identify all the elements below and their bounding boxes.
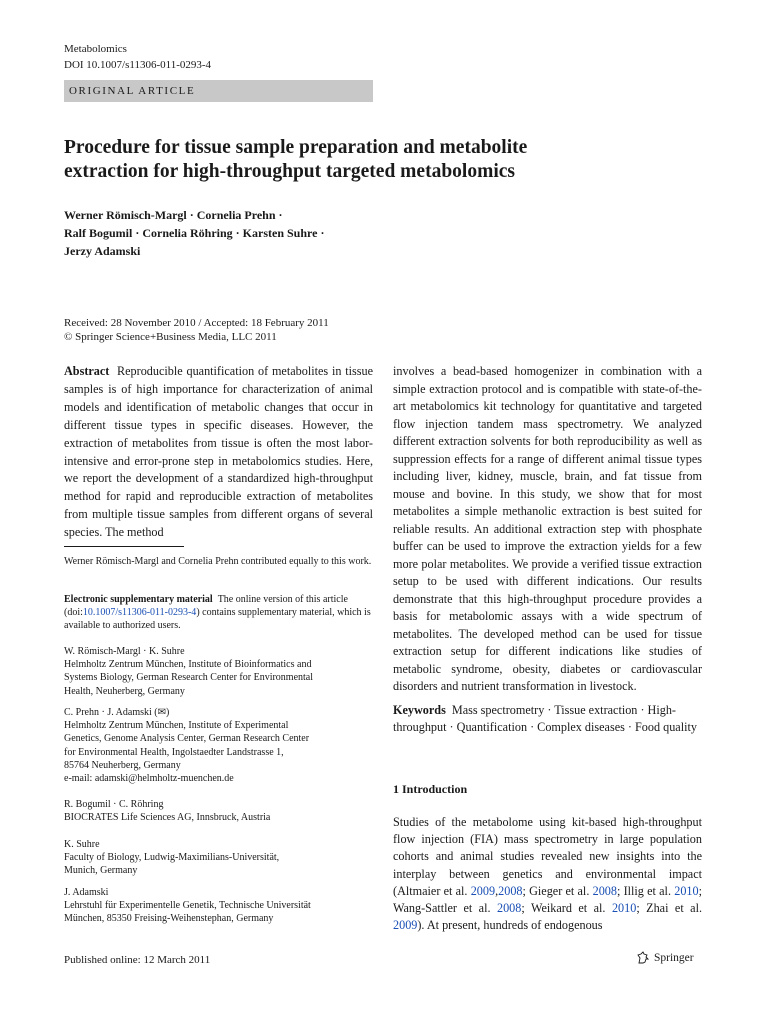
abstract-heading: Abstract: [64, 364, 110, 378]
affiliation-names: R. Bogumil · C. Röhring: [64, 799, 164, 810]
article-title: [64, 136, 624, 184]
footnote-divider: [64, 546, 184, 547]
abstract-right-column: involves a bead-based homogenizer in combination with a simple extraction protocol and is compatible with state-of-the-art metabolomics kit technology for quantitative and targeted flow injection tandem mass spectrometry. We analyzed different extraction solvents for both reproducibility as well as suppression effects for a range of different animal tissue types including liver, kidney, muscle, brain, and fat tissue from mouse and bovine. In this study, we show that for most metabolites a simple methanolic extraction is best suited for reliable results. An additional extraction step with phosphate buffer can be used to improve the extraction yields for a few more polar metabolites. We provide a verified tissue extraction setup to be used with different indications. Our results demonstrate that this high-throughput procedure provides a basis for metabolomic assays with a wide spectrum of metabolites. The developed method can be used for tissue extraction setup for different indications like studies of metabolic syndrome, obesity, diabetes or cardiovascular disorders and nutrient transformation in livestock.: [393, 364, 702, 693]
ref-text: Altmaier et al.: [397, 883, 471, 898]
affiliation-line: for Environmental Health, Ingolstaedter Landstrasse 1,: [64, 746, 284, 758]
citation-link[interactable]: 2009: [470, 883, 496, 898]
affiliation-line: 85764 Neuherberg, Germany: [64, 759, 181, 771]
ref-text: ; Zhai et al.: [636, 901, 703, 916]
citation-link[interactable]: 2009: [393, 918, 418, 933]
affiliation-block: [64, 798, 373, 824]
keywords: [393, 702, 702, 736]
keywords-heading: Keywords: [393, 703, 446, 717]
affiliation-names: K. Suhre: [64, 839, 100, 850]
journal-name: Metabolomics: [64, 43, 127, 55]
citation-link[interactable]: 2010: [674, 883, 699, 898]
esm-heading: Electronic supplementary material: [64, 594, 213, 605]
title-line: extraction for high-throughput targeted metabolomics: [64, 161, 515, 182]
copyright: © Springer Science+Business Media, LLC 2011: [64, 331, 277, 343]
affiliation-line: Lehrstuhl für Experimentelle Genetik, Technische Universität: [64, 900, 311, 912]
publisher-logo: [636, 951, 694, 965]
author-line: Ralf Bogumil · Cornelia Röhring · Karsten Suhre ·: [64, 226, 325, 240]
author-line: Werner Römisch-Margl · Cornelia Prehn ·: [64, 208, 283, 222]
affiliation-line: Helmholtz Zentrum München, Institute of Experimental: [64, 720, 289, 732]
ref-text: ; Wang-Sattler et al.: [393, 883, 702, 916]
ref-text: ; Weikard et al.: [521, 901, 612, 916]
title-line: Procedure for tissue sample preparation and metabolite: [64, 137, 528, 158]
section-heading-introduction: 1 Introduction: [393, 782, 468, 796]
affiliation-line: Munich, Germany: [64, 865, 138, 877]
intro-text: ). At present, hundreds of endogenous: [417, 918, 603, 933]
received-accepted: Received: 28 November 2010 / Accepted: 18 February 2011: [64, 317, 329, 329]
affiliation-names: C. Prehn · J. Adamski (✉): [64, 707, 170, 718]
article-dates: [64, 316, 394, 344]
author-line: Jerzy Adamski: [64, 244, 141, 258]
abstract-left-column: [64, 363, 373, 542]
affiliation-names: W. Römisch-Margl · K. Suhre: [64, 646, 185, 657]
springer-wordmark: Springer: [654, 952, 694, 964]
citation-link[interactable]: 2008: [496, 901, 522, 916]
ref-text: ; Illig et al.: [616, 883, 675, 898]
footnote-supplementary: [64, 593, 373, 633]
journal-header: [64, 41, 211, 73]
affiliation-line: Systems Biology, German Research Center for Environmental: [64, 672, 314, 684]
affiliation-line: Faculty of Biology, Ludwig-Maximilians-Universität,: [64, 852, 280, 864]
ref-text: ; Gieger et al.: [522, 883, 593, 898]
esm-post: ) contains supplementary material, which is available to authorized users.: [64, 607, 371, 632]
affiliation-block: [64, 706, 373, 785]
citation-link[interactable]: 2010: [611, 901, 637, 916]
esm-doi-link[interactable]: 10.1007/s11306-011-0293-4: [82, 607, 197, 619]
citation-link[interactable]: 2008: [592, 883, 617, 898]
affiliation-line: München, 85350 Freising-Weihenstephan, Germany: [64, 913, 274, 925]
affiliation-block: [64, 838, 373, 878]
affiliation-line: Helmholtz Zentrum München, Institute of Bioinformatics and: [64, 659, 312, 671]
doi: DOI 10.1007/s11306-011-0293-4: [64, 59, 212, 71]
citation-link[interactable]: 2008: [498, 883, 523, 898]
affiliation-email[interactable]: e-mail: adamski@helmholtz-muenchen.de: [64, 773, 234, 785]
affiliation-block: [64, 886, 373, 926]
springer-horse-icon: [636, 951, 650, 965]
keywords-text: Mass spectrometry · Tissue extraction · High-throughput · Quantification · Complex diseases · Food quality: [393, 703, 697, 734]
intro-text: Studies of the metabolome using kit-based high-throughput flow injection (FIA) mass spectrometry in large population cohorts and animal studies revealed new insights into the interplay between genetics and environmental impact (: [393, 815, 702, 898]
esm-pre: The online version of this article (doi:: [64, 594, 348, 619]
affiliation-names: J. Adamski: [64, 887, 109, 898]
affiliation-block: [64, 645, 373, 698]
introduction-text: Studies of the metabolome using kit-based high-throughput flow injection (FIA) mass spectrometry in large population cohorts and animal studies revealed new insights into the interplay between genetics and environmental impact (Altmaier et al. 2009,2008; Gieger et al. 2008; Illig et al. 2010; Wang-Sattler et al. 2008; Weikard et al. 2010; Zhai et al. 2009). At present, hundreds of endogenous: [393, 815, 703, 933]
author-list: [64, 206, 394, 260]
abstract-text-left: Reproducible quantification of metabolites in tissue samples is of high importance for characterization of animal models and identification of metabolic changes that occur in different tissue types in specific diseases. However, the extraction of metabolites from tissue is often the most labor-intensive and error-prone step in metabolomics studies. Here, we report the development of a standardized high-throughput method for rapid and reproducible extraction of metabolites from multiple tissue samples from different organs of several species. The method: [64, 364, 374, 540]
affiliation-line: Health, Neuherberg, Germany: [64, 685, 185, 697]
published-online: Published online: 12 March 2011: [64, 954, 211, 966]
article-type-banner: ORIGINAL ARTICLE: [64, 80, 373, 102]
affiliation-line: BIOCRATES Life Sciences AG, Innsbruck, Austria: [64, 812, 271, 824]
affiliation-line: Genetics, Genome Analysis Center, German Research Center: [64, 733, 310, 745]
footnote-equal-contribution: Werner Römisch-Margl and Cornelia Prehn contributed equally to this work.: [64, 556, 372, 567]
